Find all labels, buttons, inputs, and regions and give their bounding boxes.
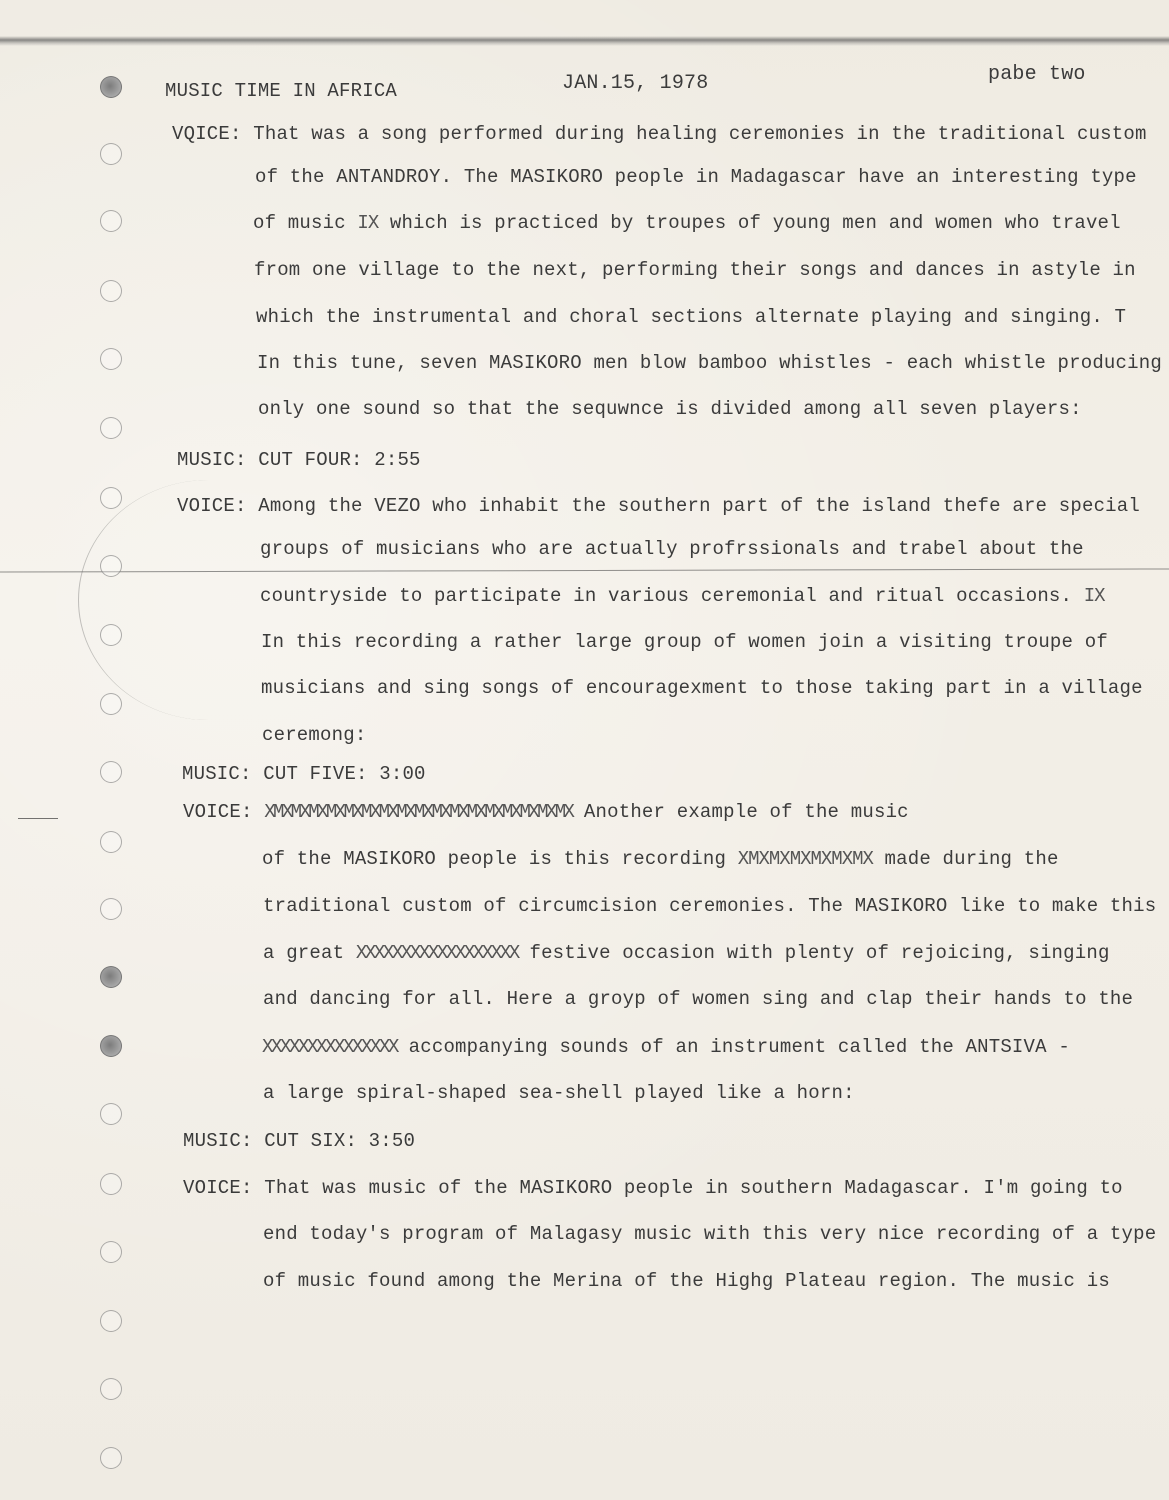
punch-hole — [100, 1035, 122, 1057]
script-line — [260, 585, 1105, 607]
script-line — [183, 1177, 1123, 1199]
struck-text: XMXMXMXMXMXMX — [737, 848, 873, 870]
speaker-label: VOICE: — [183, 1177, 253, 1199]
punch-hole — [100, 280, 122, 302]
punch-hole — [100, 966, 122, 988]
script-line: and dancing for all. Here a groyp of women sing and clap their hands to the — [263, 988, 1134, 1010]
cue-text: CUT FOUR: 2:55 — [258, 449, 421, 471]
punch-hole — [100, 348, 122, 370]
line-text: That was music of the MASIKORO people in southern Madagascar. I'm going to — [264, 1177, 1123, 1199]
punch-hole — [100, 898, 122, 920]
line-text: festive occasion with plenty of rejoicing, singing — [517, 942, 1110, 964]
punch-hole — [100, 76, 122, 98]
script-line — [253, 212, 1121, 234]
script-line: In this tune, seven MASIKORO men blow bamboo whistles - each whistle producing — [257, 352, 1162, 374]
line-text: Among the VEZO who inhabit the southern part of the island thefe are special — [258, 495, 1140, 517]
speaker-label: MUSIC: — [183, 1130, 253, 1152]
punch-hole — [100, 487, 122, 509]
punch-hole — [100, 417, 122, 439]
line-text: which is practiced by troupes of young men and women who travel — [378, 212, 1121, 234]
script-line: end today's program of Malagasy music with this very nice recording of a type — [263, 1223, 1157, 1245]
punch-hole — [100, 1103, 122, 1125]
punch-hole — [100, 831, 122, 853]
script-line — [262, 1036, 1070, 1058]
cue-text: CUT SIX: 3:50 — [264, 1130, 416, 1152]
punch-hole — [100, 1173, 122, 1195]
line-text: countryside to participate in various ceremonial and ritual occasions. — [260, 585, 1084, 607]
script-line: In this recording a rather large group of women join a visiting troupe of — [261, 631, 1108, 653]
punch-hole — [100, 1447, 122, 1469]
script-line — [262, 848, 1059, 870]
script-line — [263, 942, 1110, 964]
script-line: from one village to the next, performing their songs and dances in astyle in — [254, 259, 1136, 281]
script-line: groups of musicians who are actually profrssionals and trabel about the — [260, 538, 1084, 560]
script-line — [177, 495, 1140, 517]
struck-text: XXXXXXXXXXXXXXX — [262, 1036, 398, 1058]
music-cue — [183, 1130, 415, 1152]
music-cue — [182, 763, 426, 785]
struck-text: IX — [1083, 585, 1105, 607]
program-title: MUSIC TIME IN AFRICA — [165, 80, 398, 102]
line-text: accompanying sounds of an instrument called the ANTSIVA - — [397, 1036, 1070, 1058]
line-text: a great — [263, 942, 356, 964]
speaker-label: MUSIC: — [182, 763, 252, 785]
script-line: of the ANTANDROY. The MASIKORO people in Madagascar have an interesting type — [255, 166, 1137, 188]
paper-top-edge — [0, 36, 1169, 46]
line-text: made during the — [872, 848, 1059, 870]
script-line: traditional custom of circumcision ceremonies. The MASIKORO like to make this — [263, 895, 1157, 917]
line-text: Another example of the music — [572, 801, 909, 823]
line-text: of the MASIKORO people is this recording — [262, 848, 738, 870]
punch-hole — [100, 693, 122, 715]
script-line: ceremong: — [262, 724, 367, 746]
punch-hole — [100, 1378, 122, 1400]
music-cue — [177, 449, 421, 471]
script-line — [183, 801, 909, 823]
punch-hole — [100, 1310, 122, 1332]
script-line: a large spiral-shaped sea-shell played like a horn: — [263, 1082, 855, 1104]
line-text: That was a song performed during healing ceremonies in the traditional custom — [253, 123, 1147, 145]
page-number: pabe two — [988, 63, 1086, 86]
cue-text: CUT FIVE: 3:00 — [263, 763, 426, 785]
program-date: JAN.15, 1978 — [562, 72, 709, 95]
punch-hole — [100, 210, 122, 232]
punch-hole — [100, 555, 122, 577]
speaker-label: VOICE: — [183, 801, 253, 823]
script-line: which the instrumental and choral sections alternate playing and singing. T — [256, 306, 1127, 328]
script-line — [172, 123, 1147, 145]
line-text: of music — [253, 212, 358, 234]
punch-hole — [100, 143, 122, 165]
punch-hole — [100, 624, 122, 646]
punch-hole — [100, 1241, 122, 1263]
speaker-label: VOICE: — [177, 495, 247, 517]
margin-mark — [18, 818, 58, 819]
punch-hole — [100, 761, 122, 783]
speaker-label: VQICE: — [172, 123, 242, 145]
struck-text: IX — [357, 212, 379, 234]
struck-text: XMXMXMXMXMXMXMXMXMXMXMXMXMXMXMXMXMX — [264, 801, 573, 823]
struck-text: XXXXXXXXXXXXXXXXXX — [355, 942, 518, 964]
script-line: only one sound so that the sequwnce is divided among all seven players: — [258, 398, 1082, 420]
speaker-label: MUSIC: — [177, 449, 247, 471]
script-line: musicians and sing songs of encouragexment to those taking part in a village — [261, 677, 1143, 699]
script-line: of music found among the Merina of the Highg Plateau region. The music is — [263, 1270, 1110, 1292]
